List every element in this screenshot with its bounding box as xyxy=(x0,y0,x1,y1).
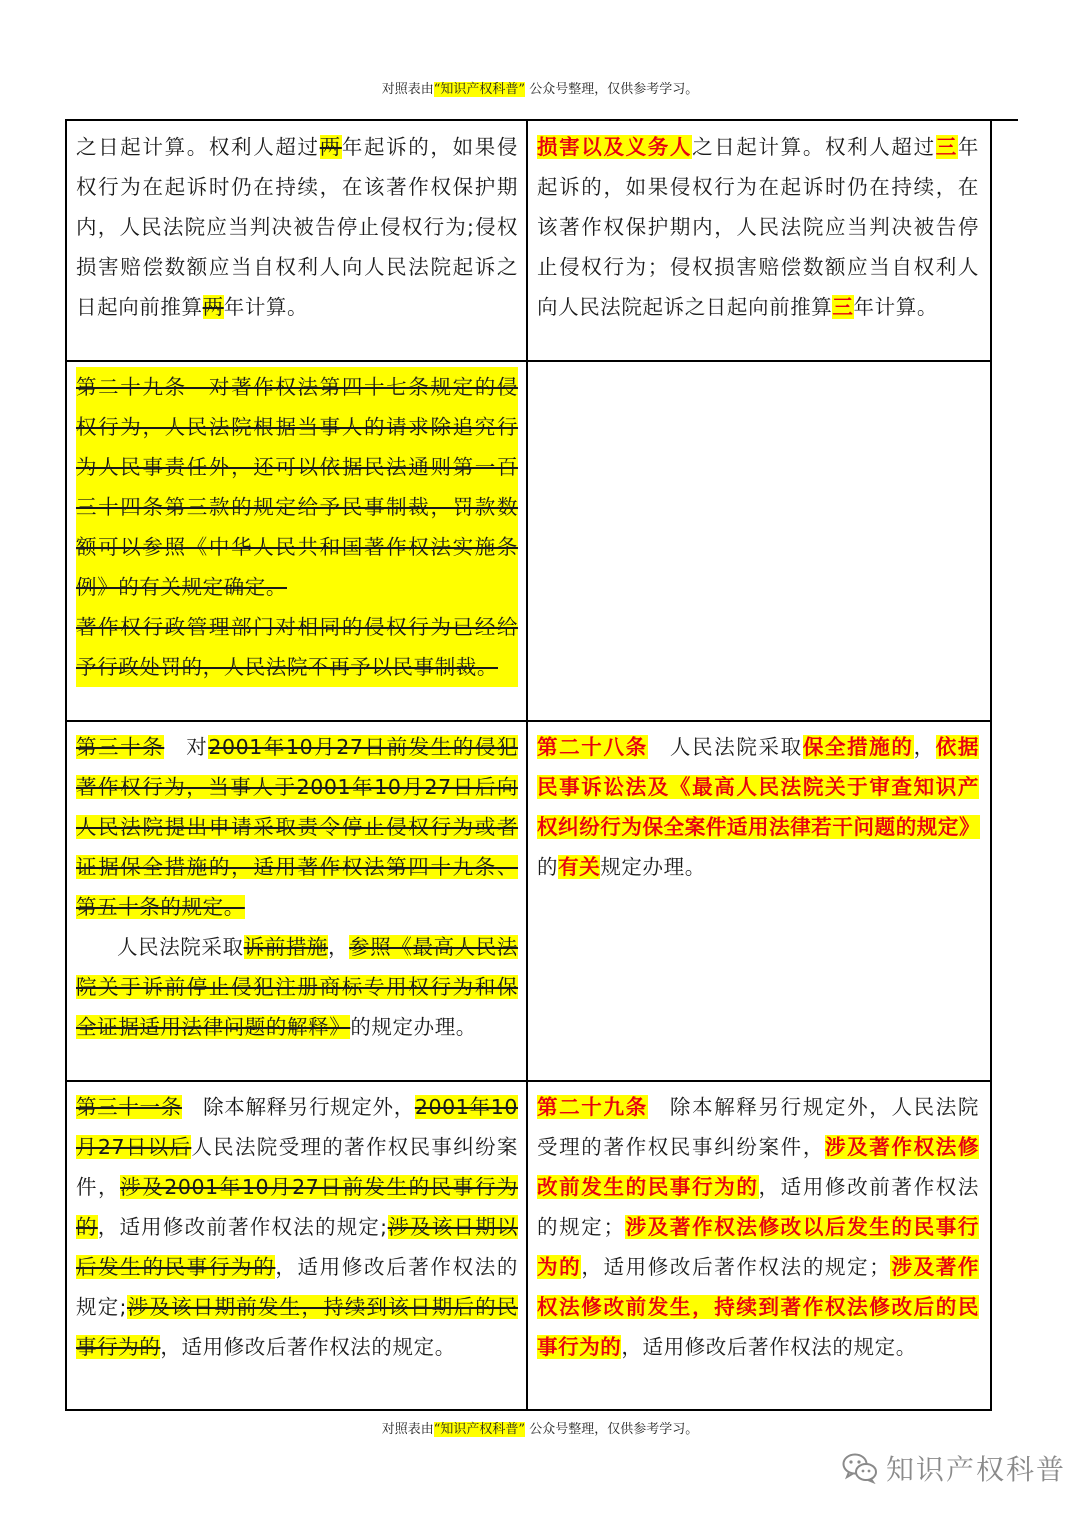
column-divider xyxy=(526,120,528,1411)
row1-old-text: 之日起计算。权利人超过两年起诉的，如果侵权行为在起诉时仍在持续，在该著作权保护期内，人民法院应当判决被告停止侵权行为;侵权损害赔偿数额应当自权利人向人民法院起诉之日起向前推算两年计算。 xyxy=(76,135,518,319)
watermark-text: 知识产权科普 xyxy=(886,1453,1067,1486)
header-note: 对照表由“知识产权科普” 公众号整理，仅供参考学习。 xyxy=(381,82,699,97)
footer-note-highlight: “知识产权科普” xyxy=(433,1422,526,1437)
wechat-icon xyxy=(842,1452,878,1484)
row1-new-text: 损害以及义务人之日起计算。权利人超过三年起诉的，如果侵权行为在起诉时仍在持续，在该著作权保护期内，人民法院应当判决被告停止侵权行为；侵权损害赔偿数额应当自权利人向人民法院起诉之日起向前推算三年计算。 xyxy=(537,135,979,319)
row-divider xyxy=(65,720,990,722)
table-bottom-border xyxy=(65,1409,990,1411)
header-note-highlight: “知识产权科普” xyxy=(433,82,526,97)
row4-new-text: 第二十九条 除本解释另行规定外，人民法院受理的著作权民事纠纷案件，涉及著作权法修改前发生的民事行为的，适用修改前著作权法的规定；涉及著作权法修改以后发生的民事行为的，适用修改后著作权法的规定；涉及著作权法修改前发生，持续到著作权法修改后的民事行为的，适用修改后著作权法的规定。 xyxy=(537,1095,980,1359)
row3-new-text: 第二十八条 人民法院采取保全措施的，依据民事诉讼法及《最高人民法院关于审查知识产权纠纷行为保全案件适用法律若干问题的规定》的有关规定办理。 xyxy=(537,735,981,879)
row3-old-text: 第三十条 对2001年10月27日前发生的侵犯著作权行为，当事人于2001年10月27日后向人民法院提出申请采取责令停止侵权行为或者证据保全措施的，适用著作权法第四十九条、第五十条的规定。 人民法院采取诉前措施，参照《最高人民法院关于诉前停止侵犯注册商标专用权行为和保全证据适用法律问题的解释》的规定办理。 xyxy=(76,735,518,1039)
row-divider xyxy=(65,360,990,362)
row4-old-text: 第三十一条 除本解释另行规定外，2001年10月27日以后人民法院受理的著作权民事纠纷案件，涉及2001年10月27日前发生的民事行为的，适用修改前著作权法的规定;涉及该日期以后发生的民事行为的，适用修改后著作权法的规定;涉及该日期前发生，持续到该日期后的民事行为的，适用修改后著作权法的规定。 xyxy=(76,1095,519,1359)
watermark xyxy=(842,1448,1066,1488)
row-divider xyxy=(65,1080,990,1082)
footer-note: 对照表由“知识产权科普” 公众号整理，仅供参考学习。 xyxy=(381,1422,699,1437)
row2-old-text: 第二十九条 对著作权法第四十七条规定的侵权行为，人民法院根据当事人的请求除追究行为人民事责任外，还可以依据民法通则第一百三十四条第三款的规定给予民事制裁，罚款数额可以参照《中华人民共和国著作权法实施条例》的有关规定确定。 著作权行政管理部门对相同的侵权行为已经给予行政处罚的，人民法院不再予以民事制裁。 xyxy=(76,367,518,687)
